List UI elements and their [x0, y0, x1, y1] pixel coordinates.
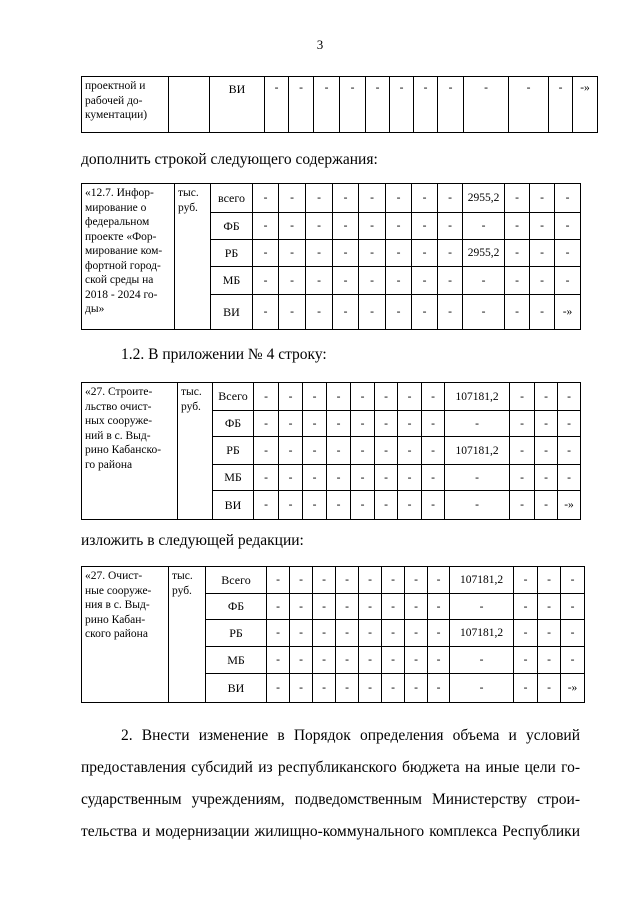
value-cell: -: [313, 647, 336, 674]
value-cell: -: [505, 295, 530, 330]
value-cell: -: [505, 184, 530, 213]
value-cell: -: [438, 267, 463, 295]
value-cell: -: [279, 240, 306, 267]
value-cell: -: [555, 240, 581, 267]
value-cell: -: [464, 77, 509, 133]
value-cell: -: [382, 594, 405, 620]
value-cell: -: [438, 295, 463, 330]
value-cell: -: [405, 594, 428, 620]
funding-category: ФБ: [213, 411, 254, 437]
value-cell: -: [351, 437, 375, 465]
value-cell: -: [382, 674, 405, 703]
value-cell: -»: [555, 295, 581, 330]
value-cell: -: [386, 184, 412, 213]
value-cell: -: [405, 620, 428, 647]
value-cell: -: [538, 594, 561, 620]
value-cell: -: [505, 267, 530, 295]
value-cell: -: [351, 491, 375, 520]
value-cell: -: [450, 647, 514, 674]
value-cell: -: [382, 567, 405, 594]
funding-category: МБ: [211, 267, 253, 295]
value-cell: -: [306, 240, 333, 267]
value-cell: -: [279, 295, 306, 330]
value-cell: 107181,2: [445, 437, 510, 465]
value-cell: -: [267, 594, 290, 620]
value-cell: -: [313, 674, 336, 703]
value-cell: -: [561, 620, 585, 647]
value-cell: -: [359, 567, 382, 594]
value-cell: -: [505, 240, 530, 267]
funding-category: ФБ: [206, 594, 267, 620]
value-cell: -: [375, 437, 398, 465]
value-cell: -: [538, 647, 561, 674]
value-cell: -: [279, 411, 303, 437]
value-cell: -: [254, 465, 279, 491]
value-cell: -: [306, 295, 333, 330]
value-cell: -: [306, 184, 333, 213]
value-cell: 2955,2: [463, 240, 505, 267]
value-cell: -: [267, 567, 290, 594]
value-cell: -: [445, 411, 510, 437]
value-cell: -: [359, 674, 382, 703]
value-cell: -: [438, 240, 463, 267]
value-cell: -: [333, 267, 359, 295]
value-cell: -: [535, 491, 558, 520]
value-cell: -: [412, 240, 438, 267]
value-cell: -: [279, 491, 303, 520]
value-cell: -: [267, 647, 290, 674]
value-cell: -: [253, 213, 279, 240]
value-cell: -: [289, 77, 314, 133]
value-cell: -: [333, 240, 359, 267]
funding-category: МБ: [206, 647, 267, 674]
value-cell: -: [445, 465, 510, 491]
value-cell: -: [382, 647, 405, 674]
value-cell: -: [327, 491, 351, 520]
value-cell: -: [254, 383, 279, 411]
value-cell: -: [351, 411, 375, 437]
value-cell: -: [336, 594, 359, 620]
value-cell: -: [279, 383, 303, 411]
value-cell: -: [375, 411, 398, 437]
value-cell: -: [412, 213, 438, 240]
value-cell: -: [279, 213, 306, 240]
value-cell: -: [422, 411, 445, 437]
value-cell: -: [351, 465, 375, 491]
value-cell: -: [290, 567, 313, 594]
value-cell: -: [514, 674, 538, 703]
value-cell: -: [333, 295, 359, 330]
value-cell: -: [428, 647, 450, 674]
table-row-27-new: [81, 566, 580, 703]
value-cell: -: [386, 295, 412, 330]
value-cell: -: [254, 411, 279, 437]
value-cell: -: [290, 674, 313, 703]
value-cell: -»: [561, 674, 585, 703]
value-cell: -: [428, 594, 450, 620]
value-cell: -: [306, 267, 333, 295]
value-cell: -: [327, 383, 351, 411]
unit-cell: тыс. руб.: [169, 567, 206, 703]
value-cell: -: [514, 594, 538, 620]
value-cell: -: [398, 411, 422, 437]
value-cell: -: [510, 411, 535, 437]
value-cell: -: [450, 594, 514, 620]
value-cell: -: [336, 620, 359, 647]
funding-category: ВИ: [210, 77, 265, 133]
value-cell: -: [510, 465, 535, 491]
instruction-new-edition: изложить в следующей редакции:: [81, 532, 304, 549]
value-cell: -: [412, 184, 438, 213]
paragraph-2-line-3: сударственным учреждениям, подведомственным Министерству строи-: [81, 791, 580, 808]
value-cell: -: [351, 383, 375, 411]
value-cell: -: [359, 647, 382, 674]
unit-cell: [169, 77, 210, 133]
value-cell: -: [558, 411, 581, 437]
value-cell: -»: [558, 491, 581, 520]
value-cell: -: [428, 620, 450, 647]
value-cell: -: [555, 184, 581, 213]
value-cell: -: [253, 295, 279, 330]
paragraph-2-line-2: предоставления субсидий из республиканского бюджета на иные цели го-: [81, 759, 580, 776]
value-cell: -: [445, 491, 510, 520]
value-cell: -: [422, 437, 445, 465]
value-cell: -: [333, 213, 359, 240]
value-cell: -: [290, 647, 313, 674]
row-description: «27. Очист- ные сооруже- ния в с. Выд- рино Кабан- ского района: [82, 567, 169, 703]
value-cell: -: [303, 437, 327, 465]
value-cell: -: [414, 77, 438, 133]
value-cell: -: [327, 437, 351, 465]
value-cell: -: [336, 647, 359, 674]
value-cell: -: [555, 213, 581, 240]
value-cell: -: [530, 213, 555, 240]
value-cell: -: [336, 567, 359, 594]
row-description: проектной и рабочей до- кументации): [82, 77, 169, 133]
value-cell: -: [265, 77, 289, 133]
value-cell: -: [561, 594, 585, 620]
value-cell: -: [428, 567, 450, 594]
value-cell: -: [398, 491, 422, 520]
value-cell: -: [279, 267, 306, 295]
value-cell: -: [313, 594, 336, 620]
funding-category: Всего: [213, 383, 254, 411]
value-cell: -: [450, 674, 514, 703]
value-cell: -: [405, 674, 428, 703]
value-cell: -: [382, 620, 405, 647]
value-cell: -: [386, 240, 412, 267]
value-cell: -: [366, 77, 390, 133]
value-cell: -: [253, 184, 279, 213]
value-cell: -: [359, 184, 386, 213]
value-cell: -: [375, 383, 398, 411]
value-cell: -: [359, 295, 386, 330]
value-cell: -: [390, 77, 414, 133]
row-description: «12.7. Инфор- мирование о федеральном проекте «Фор- мирование ком- фортной город- ской среды на 2018 - 2024 го- ды»: [82, 184, 175, 330]
funding-category: РБ: [211, 240, 253, 267]
value-cell: -: [463, 267, 505, 295]
value-cell: -: [535, 411, 558, 437]
value-cell: -: [398, 465, 422, 491]
value-cell: -: [561, 647, 585, 674]
value-cell: -: [267, 620, 290, 647]
value-cell: -: [422, 465, 445, 491]
funding-category: всего: [211, 184, 253, 213]
value-cell: -: [303, 465, 327, 491]
page-number: 3: [316, 37, 324, 52]
value-cell: -: [510, 437, 535, 465]
table-row-12-7: [81, 183, 580, 330]
value-cell: -: [303, 383, 327, 411]
value-cell: -: [538, 567, 561, 594]
value-cell: -: [306, 213, 333, 240]
value-cell: 107181,2: [445, 383, 510, 411]
value-cell: -: [313, 620, 336, 647]
value-cell: -: [359, 213, 386, 240]
value-cell: -: [412, 295, 438, 330]
value-cell: -: [538, 674, 561, 703]
value-cell: -: [359, 594, 382, 620]
value-cell: -: [313, 567, 336, 594]
value-cell: -: [463, 213, 505, 240]
value-cell: -: [535, 465, 558, 491]
paragraph-2-line-1: 2. Внести изменение в Порядок определения объема и условий: [121, 727, 580, 744]
instruction-add-row: дополнить строкой следующего содержания:: [81, 151, 378, 168]
value-cell: -: [279, 465, 303, 491]
value-cell: -: [538, 620, 561, 647]
value-cell: -: [509, 77, 549, 133]
value-cell: -: [530, 184, 555, 213]
value-cell: -: [359, 240, 386, 267]
funding-category: ВИ: [213, 491, 254, 520]
value-cell: -: [514, 620, 538, 647]
value-cell: -: [530, 267, 555, 295]
instruction-appendix-4: 1.2. В приложении № 4 строку:: [121, 346, 327, 363]
value-cell: 107181,2: [450, 620, 514, 647]
value-cell: -: [253, 240, 279, 267]
value-cell: -: [505, 213, 530, 240]
value-cell: -: [290, 620, 313, 647]
value-cell: -»: [573, 77, 598, 133]
value-cell: -: [561, 567, 585, 594]
value-cell: -: [359, 267, 386, 295]
value-cell: -: [398, 437, 422, 465]
funding-category: ФБ: [211, 213, 253, 240]
table-row-27-old: [81, 382, 580, 520]
funding-category: ВИ: [211, 295, 253, 330]
value-cell: -: [422, 383, 445, 411]
funding-category: ВИ: [206, 674, 267, 703]
value-cell: -: [405, 647, 428, 674]
value-cell: -: [535, 383, 558, 411]
value-cell: -: [535, 437, 558, 465]
funding-category: Всего: [206, 567, 267, 594]
value-cell: -: [463, 295, 505, 330]
value-cell: -: [375, 465, 398, 491]
value-cell: -: [279, 437, 303, 465]
value-cell: -: [510, 491, 535, 520]
row-description: «27. Строите- льство очист- ных сооруже- ний в с. Выд- рино Кабанско- го района: [82, 383, 178, 520]
value-cell: -: [375, 491, 398, 520]
value-cell: -: [254, 437, 279, 465]
value-cell: -: [555, 267, 581, 295]
funding-category: РБ: [206, 620, 267, 647]
value-cell: -: [405, 567, 428, 594]
value-cell: -: [303, 491, 327, 520]
value-cell: -: [558, 465, 581, 491]
value-cell: -: [558, 437, 581, 465]
value-cell: -: [558, 383, 581, 411]
paragraph-2-line-4: тельства и модернизации жилищно-коммунального комплекса Республики: [81, 823, 580, 840]
value-cell: -: [510, 383, 535, 411]
value-cell: -: [386, 267, 412, 295]
funding-category: МБ: [213, 465, 254, 491]
value-cell: -: [438, 213, 463, 240]
unit-cell: тыс. руб.: [178, 383, 213, 520]
value-cell: -: [336, 674, 359, 703]
value-cell: -: [303, 411, 327, 437]
value-cell: -: [412, 267, 438, 295]
value-cell: -: [340, 77, 366, 133]
value-cell: -: [253, 267, 279, 295]
funding-category: РБ: [213, 437, 254, 465]
value-cell: -: [549, 77, 573, 133]
value-cell: -: [290, 594, 313, 620]
value-cell: -: [254, 491, 279, 520]
value-cell: -: [333, 184, 359, 213]
value-cell: -: [398, 383, 422, 411]
value-cell: -: [438, 77, 464, 133]
value-cell: -: [428, 674, 450, 703]
unit-cell: тыс. руб.: [175, 184, 211, 330]
value-cell: -: [514, 567, 538, 594]
value-cell: -: [327, 411, 351, 437]
value-cell: -: [267, 674, 290, 703]
value-cell: -: [530, 295, 555, 330]
value-cell: -: [359, 620, 382, 647]
value-cell: -: [438, 184, 463, 213]
value-cell: 2955,2: [463, 184, 505, 213]
table-fragment-previous: [81, 76, 590, 133]
value-cell: -: [514, 647, 538, 674]
value-cell: -: [422, 491, 445, 520]
value-cell: -: [314, 77, 340, 133]
value-cell: -: [279, 184, 306, 213]
value-cell: -: [327, 465, 351, 491]
value-cell: -: [386, 213, 412, 240]
value-cell: 107181,2: [450, 567, 514, 594]
value-cell: -: [530, 240, 555, 267]
